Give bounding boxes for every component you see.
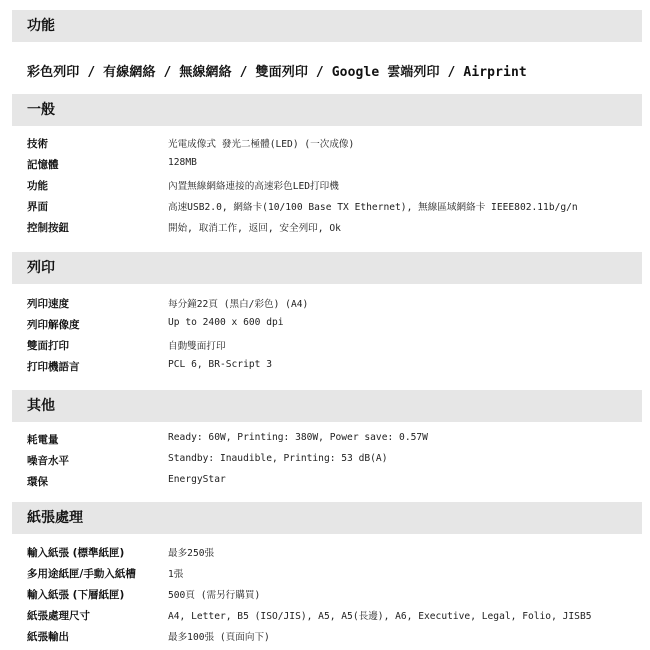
section-title: 紙張處理 [27,510,83,526]
spec-label: 界面 [27,201,48,213]
spec-row [0,585,650,605]
spec-row [0,472,650,492]
spec-label: 列印速度 [27,298,69,310]
spec-value: 500頁 (需另行購買) [168,590,261,601]
spec-label: 紙張輸出 [27,631,69,643]
spec-label: 雙面打印 [27,340,69,352]
spec-label: 紙張處理尺寸 [27,610,90,622]
section-title: 功能 [27,18,55,34]
section-title: 其他 [27,398,55,414]
spec-row [0,218,650,238]
spec-value: 1張 [168,569,184,580]
spec-label: 環保 [27,476,48,488]
spec-value: PCL 6, BR-Script 3 [168,359,272,370]
feature-summary: 彩色列印 / 有線網絡 / 無線網絡 / 雙面列印 / Google 雲端列印 / Airprint [27,65,527,80]
spec-row [0,606,650,626]
spec-value: 光電成像式 發光二極體(LED) (一次成像) [168,139,355,150]
spec-label: 耗電量 [27,434,59,446]
spec-row [0,357,650,377]
spec-value: Standby: Inaudible, Printing: 53 dB(A) [168,453,388,464]
spec-label: 記憶體 [27,159,59,171]
spec-value: 128MB [168,157,197,168]
spec-row [0,336,650,356]
spec-value: 自動雙面打印 [168,341,226,352]
spec-row [0,451,650,471]
spec-row [0,430,650,450]
section-header-general [12,94,642,126]
spec-label: 列印解像度 [27,319,80,331]
spec-row [0,543,650,563]
spec-row [0,134,650,154]
spec-value: A4, Letter, B5 (ISO/JIS), A5, A5(長邊), A6, Executive, Legal, Folio, JISB5 [168,611,592,622]
section-header-paper [12,502,642,534]
spec-row [0,627,650,647]
spec-row [0,197,650,217]
spec-label: 技術 [27,138,48,150]
spec-value: EnergyStar [168,474,226,485]
spec-value: 每分鐘22頁 (黑白/彩色) (A4) [168,299,309,310]
spec-value: Ready: 60W, Printing: 380W, Power save: 0.57W [168,432,428,443]
spec-value: 高速USB2.0, 網絡卡(10/100 Base TX Ethernet), 無線區域網絡卡 IEEE802.11b/g/n [168,202,578,213]
spec-label: 多用途紙匣/手動入紙槽 [27,568,136,580]
section-title: 一般 [27,102,55,118]
section-title: 列印 [27,260,55,276]
spec-value: 內置無線網絡連接的高速彩色LED打印機 [168,181,339,192]
section-header-features [12,10,642,42]
section-header-other [12,390,642,422]
spec-value: 最多100張 (頁面向下) [168,632,270,643]
spec-row [0,564,650,584]
spec-row [0,315,650,335]
section-header-print [12,252,642,284]
spec-value: 開始, 取消工作, 返回, 安全列印, Ok [168,223,341,234]
spec-label: 輸入紙張 (下層紙匣) [27,589,125,601]
spec-label: 功能 [27,180,48,192]
spec-label: 噪音水平 [27,455,69,467]
spec-row [0,294,650,314]
spec-label: 打印機語言 [27,361,80,373]
spec-value: Up to 2400 x 600 dpi [168,317,284,328]
spec-label: 輸入紙張 (標準紙匣) [27,547,125,559]
spec-row [0,176,650,196]
spec-value: 最多250張 [168,548,215,559]
spec-label: 控制按鈕 [27,222,69,234]
spec-row [0,155,650,175]
